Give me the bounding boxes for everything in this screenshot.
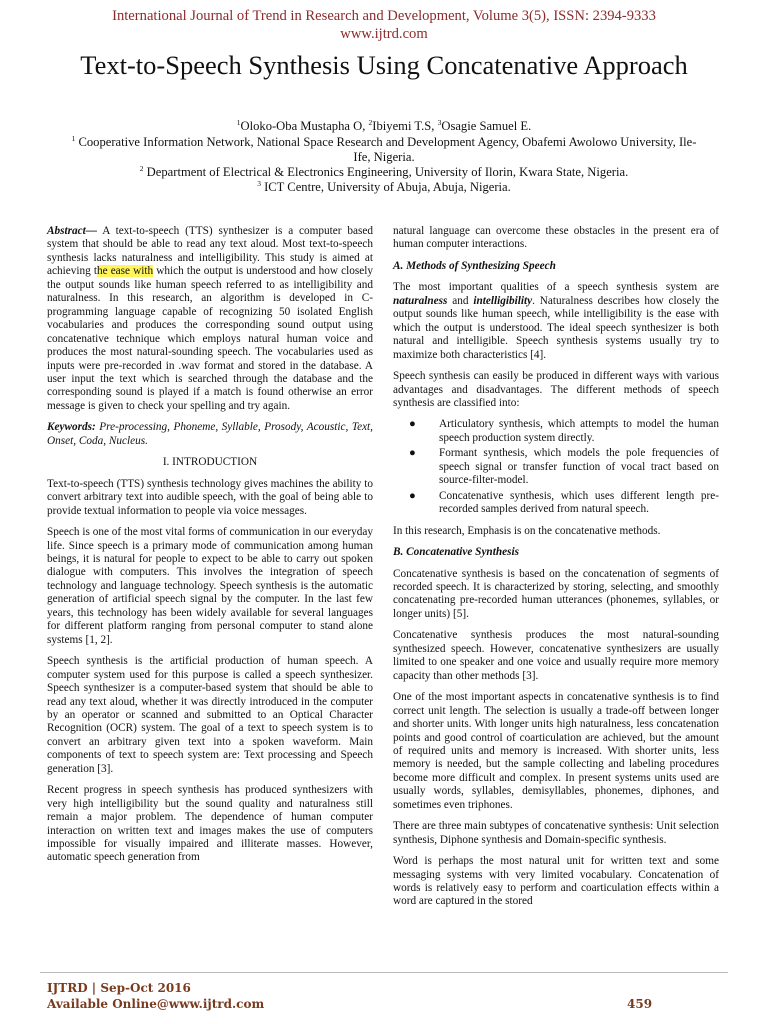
author-3-sup: 3 bbox=[437, 117, 442, 127]
pa1-text-e: . Naturalness describes how closely the output sounds like human speech, while intelligibility is the ease with which the output is understood. The ideal speech synthesizer is both natural and intelligible. Speech synthesis systems usually try to maximize both characteristics [4]. bbox=[393, 294, 720, 361]
list-item-text: Formant synthesis, which models the pole frequencies of speech signal or transfer function of vocal tract based on source-filter-model. bbox=[439, 447, 719, 487]
affiliation-1 bbox=[70, 135, 698, 165]
footer-issue: IJTRD | Sep-Oct 2016 bbox=[47, 981, 191, 995]
section-a-paragraph-1 bbox=[393, 281, 719, 362]
synthesis-methods-list bbox=[393, 418, 719, 516]
intro-paragraph-3: Speech synthesis is the artificial production of human speech. A computer system used for this purpose is called a speech synthesizer. Speech synthesizer is a computer-based system that should be able to read any text aloud, whether it was directly introduced in the computer by an operator or scanned and submitted to an Optical Character Recognition (OCR) system. The goal of a text to speech system is to convert an arbitrary given text into a spoken waveform. Main components of text to speech system are: Text processing and Speech generation [3]. bbox=[47, 655, 373, 775]
pa1-text-c: and bbox=[447, 294, 474, 307]
author-3: Osagie Samuel E. bbox=[441, 119, 532, 133]
affiliation-2-text: Department of Electrical & Electronics Engineering, University of Ilorin, Kwara State, Nigeria. bbox=[143, 165, 629, 179]
author-2: Ibiyemi T.S, bbox=[372, 119, 438, 133]
abstract-text-1: A text-to-speech (TTS) synthesizer is a computer based system that should be able to read any text aloud. Most text-to-speech synthesis lacks naturalness and intelligibility. This study is aimed at achieving t bbox=[47, 225, 373, 278]
keywords-label: Keywords: bbox=[47, 421, 96, 434]
list-item bbox=[393, 447, 719, 487]
author-1-sup: 1 bbox=[236, 117, 241, 127]
section-b-paragraph-2: Concatenative synthesis produces the most natural-sounding synthesized speech. However, concatenative synthesizers are usually limited to one speaker and one voice and usually require more memory capacity than other methods [3]. bbox=[393, 629, 719, 682]
section-b-heading: B. Concatenative Synthesis bbox=[393, 546, 519, 559]
pa1-intelligibility: intelligibility bbox=[473, 294, 533, 307]
page-number: 459 bbox=[627, 997, 653, 1011]
journal-url[interactable]: www.ijtrd.com bbox=[340, 26, 428, 42]
footer-divider bbox=[40, 972, 728, 973]
affiliation-list bbox=[70, 135, 698, 195]
intro-paragraph-1: Text-to-speech (TTS) synthesis technology gives machines the ability to convert arbitrary text into audible speech, with the goal of being able to provide textual information to people via voice messages. bbox=[47, 477, 373, 517]
intro-heading: I. INTRODUCTION bbox=[162, 456, 258, 469]
list-item bbox=[393, 490, 719, 517]
pa1-naturalness: naturalness bbox=[393, 294, 448, 307]
bullet-icon: ● bbox=[409, 447, 416, 460]
affiliation-2-sup: 2 bbox=[139, 163, 144, 173]
section-a-paragraph-2: Speech synthesis can easily be produced in different ways with various advantages and disadvantages. The different methods of speech synthesis are classified into: bbox=[393, 370, 719, 409]
affiliation-2 bbox=[70, 165, 698, 180]
keywords bbox=[47, 421, 373, 448]
section-a-heading: A. Methods of Synthesizing Speech bbox=[393, 259, 556, 272]
keywords-text: Pre-processing, Phoneme, Syllable, Prosody, Acoustic, Text, Onset, Coda, Nucleus. bbox=[47, 421, 373, 447]
footer-online[interactable]: Available Online@www.ijtrd.com bbox=[47, 997, 265, 1011]
pa1-text-a: The most important qualities of a speech synthesis system are bbox=[393, 281, 719, 294]
list-item-text: Concatenative synthesis, which uses different length pre-recorded samples derived from natural speech. bbox=[439, 489, 719, 516]
intro-paragraph-4: Recent progress in speech synthesis has produced synthesizers with very high intelligibility but the sound quality and naturalness still remain a major problem. The dependence of human computer interaction on written text and images makes the use of computers impossible for visually impaired and illiterate masses. However, automatic speech generation from bbox=[47, 784, 373, 864]
abstract-label: Abstract— bbox=[47, 225, 98, 237]
section-b-paragraph-4: There are three main subtypes of concatenative synthesis: Unit selection synthesis, Diphone synthesis and Domain-specific synthesis. bbox=[393, 820, 719, 846]
author-2-sup: 2 bbox=[368, 117, 373, 127]
left-column bbox=[47, 225, 373, 873]
abstract-highlight: he ease with bbox=[96, 265, 154, 278]
journal-header: International Journal of Trend in Research and Development, Volume 3(5), ISSN: 2394-9333 bbox=[112, 8, 656, 24]
section-b-paragraph-5: Word is perhaps the most natural unit for written text and some messaging systems with very limited vocabulary. Concatenation of words is relatively easy to perform and coarticulation effects within a word are captured in the stored bbox=[393, 855, 719, 908]
continued-paragraph: natural language can overcome these obstacles in the present era of human computer interactions. bbox=[393, 225, 719, 251]
intro-paragraph-2: Speech is one of the most vital forms of communication in our everyday life. Since speech is a primary mode of communication among human beings, it is natural for people to expect to be able to carry out spoken dialogue with computers. This involves the integration of speech technology and language technology. Speech synthesis is the automatic generation of artificial speech signal by the computer. In the last few years, this technology has been widely available for several languages for different platform ranging from personal computer to stand alone systems [1, 2]. bbox=[47, 526, 373, 646]
bullet-icon: ● bbox=[409, 489, 416, 502]
affiliation-1-sup: 1 bbox=[71, 133, 76, 143]
list-item bbox=[393, 418, 719, 445]
section-b-paragraph-1: Concatenative synthesis is based on the concatenation of segments of recorded speech. It is characterized by storing, selecting, and smoothly concatenating pre-recorded human utterances (phonemes, syllables, or longer units) [5]. bbox=[393, 567, 719, 620]
list-item-text: Articulatory synthesis, which attempts to model the human speech production system directly. bbox=[439, 418, 719, 444]
paper-title: Text-to-Speech Synthesis Using Concatenative Approach bbox=[80, 50, 688, 80]
abstract-text-2: which the output is understood and how closely the output sounds like human speech referred to as intelligibility and naturalness. In this research, an algorithm is developed in C-programming language capable of recognizing 50 isolated English vocabularies and produces the corresponding sound output using concatenative technique which employs natural human voice and produces the most natural-sounding speech. The vocabularies used as inputs were pre-recorded in .wav format and stored in the database. A user input the text which is searched through the database and the corresponding sound is played if a match is found otherwise an error message is given to check your spelling and try again. bbox=[47, 265, 373, 412]
bullet-icon: ● bbox=[409, 418, 416, 431]
abstract bbox=[47, 225, 373, 413]
affiliation-3-text: ICT Centre, University of Abuja, Abuja, Nigeria. bbox=[260, 180, 511, 194]
author-1: Oloko-Oba Mustapha O, bbox=[240, 119, 369, 133]
author-list bbox=[0, 119, 768, 134]
section-b-paragraph-3: One of the most important aspects in concatenative synthesis is to find correct unit length. The selection is usually a trade-off between longer and shorter units. With longer units high naturalness, less concatenation points and good control of coarticulation are achieved, but the amount of required units and memory is increased. With shorter units, less memory is needed, but the sample collecting and labeling procedures become more difficult and complex. In present systems units used are usually words, syllables, demisyllables, phonemes, diphones, and sometimes even triphones. bbox=[393, 691, 719, 811]
affiliation-1-text: Cooperative Information Network, National Space Research and Development Agency, Obafemi Awolowo University, Ile-Ife, Nigeria. bbox=[75, 135, 697, 164]
affiliation-3-sup: 3 bbox=[257, 178, 261, 188]
right-column bbox=[393, 225, 719, 917]
affiliation-3 bbox=[70, 180, 698, 195]
section-a-paragraph-3: In this research, Emphasis is on the concatenative methods. bbox=[393, 524, 661, 537]
